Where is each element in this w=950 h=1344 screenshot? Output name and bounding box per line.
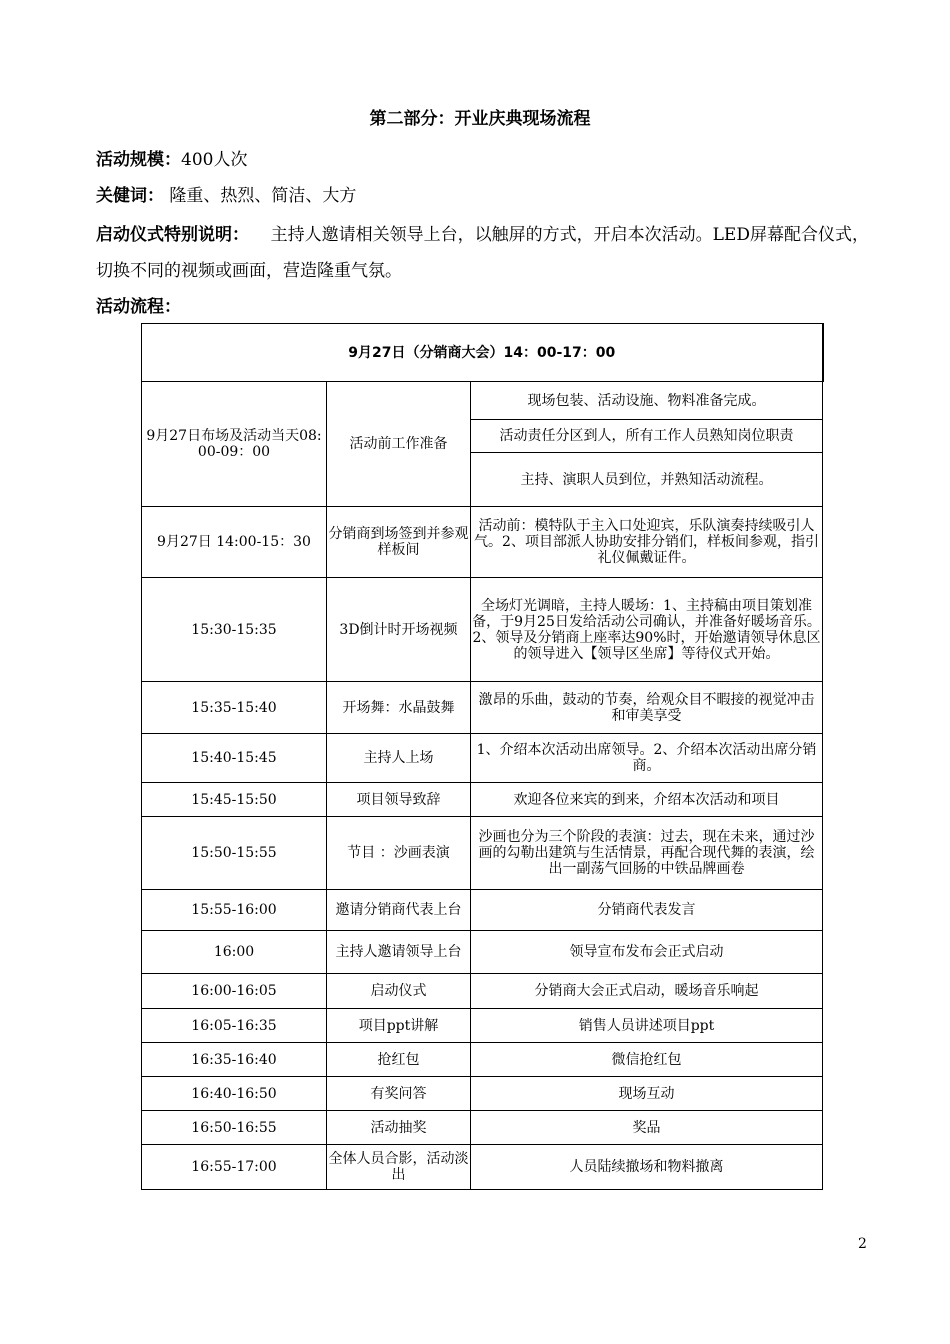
time-cell: 15:40-15:45 — [142, 734, 327, 783]
keywords-line — [96, 181, 876, 206]
detail-cell: 1、介绍本次活动出席领导。2、介绍本次活动出席分销商。 — [471, 734, 823, 783]
scale-value: 400人次 — [181, 150, 248, 170]
detail-cell: 领导宣布发布会正式启动 — [471, 931, 823, 974]
keywords-label: 关健词： — [96, 186, 164, 206]
item-cell: 活动抽奖 — [327, 1111, 471, 1145]
detail-cell: 分销商大会正式启动，暖场音乐响起 — [471, 974, 823, 1009]
time-cell: 9月27日 14:00-15：30 — [142, 507, 327, 578]
note-text: 主持人邀请相关领导上台，以触屏的方式，开启本次活动。LED屏幕配合仪式，切换不同的视频或画面，营造隆重气氛。 — [96, 225, 869, 281]
page-title: 第二部分：开业庆典现场流程 — [369, 109, 591, 129]
note-paragraph — [96, 217, 876, 289]
time-cell: 16:05-16:35 — [142, 1009, 327, 1043]
item-cell: 主持人上场 — [327, 734, 471, 783]
table-row — [142, 1009, 823, 1043]
time-cell: 15:35-15:40 — [142, 682, 327, 734]
table-header: 9月27日（分销商大会）14：00-17：00 — [142, 324, 823, 382]
detail-cell: 活动前：模特队于主入口处迎宾，乐队演奏持续吸引人气。2、项目部派人协助安排分销们，样板间参观，指引礼仪佩戴证件。 — [471, 507, 823, 578]
item-cell: 项目ppt讲解 — [327, 1009, 471, 1043]
time-cell: 15:45-15:50 — [142, 783, 327, 817]
detail-cell: 奖品 — [471, 1111, 823, 1145]
item-cell: 抢红包 — [327, 1043, 471, 1077]
item-cell: 邀请分销商代表上台 — [327, 890, 471, 931]
table-row — [142, 1077, 823, 1111]
note-label: 启动仪式特别说明： — [96, 225, 249, 245]
detail-cell: 现场互动 — [471, 1077, 823, 1111]
table-row — [142, 1145, 823, 1190]
keywords-value: 隆重、热烈、简洁、大方 — [164, 186, 357, 206]
item-cell: 主持人邀请领导上台 — [327, 931, 471, 974]
item-cell: 分销商到场签到并参观样板间 — [327, 507, 471, 578]
item-cell: 有奖问答 — [327, 1077, 471, 1111]
detail-cell: 主持、演职人员到位，并熟知活动流程。 — [471, 453, 823, 507]
table-row — [142, 1111, 823, 1145]
time-cell: 15:50-15:55 — [142, 817, 327, 890]
scale-label: 活动规模： — [96, 150, 181, 170]
item-cell: 3D倒计时开场视频 — [327, 578, 471, 682]
table-row — [142, 507, 823, 578]
detail-cell: 微信抢红包 — [471, 1043, 823, 1077]
table-row — [142, 1043, 823, 1077]
detail-cell: 现场包装、活动设施、物料准备完成。 — [471, 382, 823, 420]
time-cell: 16:55-17:00 — [142, 1145, 327, 1190]
detail-cell: 人员陆续撤场和物料撤离 — [471, 1145, 823, 1190]
table-header-row — [142, 324, 823, 382]
table-row — [142, 817, 823, 890]
schedule-table — [141, 323, 824, 1190]
detail-cell: 欢迎各位来宾的到来，介绍本次活动和项目 — [471, 783, 823, 817]
time-cell: 16:40-16:50 — [142, 1077, 327, 1111]
detail-cell: 分销商代表发言 — [471, 890, 823, 931]
item-cell: 项目领导致辞 — [327, 783, 471, 817]
item-cell: 节目 ：沙画表演 — [327, 817, 471, 890]
item-cell: 开场舞：水晶鼓舞 — [327, 682, 471, 734]
process-label-text: 活动流程： — [96, 297, 181, 317]
detail-cell: 沙画也分为三个阶段的表演：过去，现在未来，通过沙画的勾勒出建筑与生活情景，再配合现代舞的表演，绘出一副荡气回肠的中铁品牌画卷 — [471, 817, 823, 890]
detail-cell: 全场灯光调暗，主持人暖场：1、主持稿由项目策划准备，于9月25日发给活动公司确认，并准备好暖场音乐。2、领导及分销商上座率达90%时，开始邀请领导休息区的领导进入【领导区坐席】等待仪式开始。 — [471, 578, 823, 682]
table-row — [142, 382, 823, 420]
time-cell: 16:35-16:40 — [142, 1043, 327, 1077]
table-row — [142, 783, 823, 817]
scale-line — [96, 145, 876, 170]
table-row — [142, 974, 823, 1009]
time-cell: 15:55-16:00 — [142, 890, 327, 931]
item-cell: 启动仪式 — [327, 974, 471, 1009]
table-row — [142, 734, 823, 783]
time-cell: 16:50-16:55 — [142, 1111, 327, 1145]
time-cell: 16:00-16:05 — [142, 974, 327, 1009]
item-cell: 全体人员合影，活动淡出 — [327, 1145, 471, 1190]
item-cell: 活动前工作准备 — [327, 382, 471, 507]
time-cell: 9月27日布场及活动当天08:00-09：00 — [142, 382, 327, 507]
detail-cell: 销售人员讲述项目ppt — [471, 1009, 823, 1043]
table-row — [142, 931, 823, 974]
time-cell: 16:00 — [142, 931, 327, 974]
page-number: 2 — [858, 1236, 867, 1252]
detail-cell: 活动责任分区到人，所有工作人员熟知岗位职责 — [471, 420, 823, 453]
table-row — [142, 890, 823, 931]
table-row — [142, 578, 823, 682]
process-label — [96, 292, 876, 317]
detail-cell: 激昂的乐曲，鼓动的节奏，给观众目不暇接的视觉冲击和审美享受 — [471, 682, 823, 734]
time-cell: 15:30-15:35 — [142, 578, 327, 682]
table-row — [142, 682, 823, 734]
